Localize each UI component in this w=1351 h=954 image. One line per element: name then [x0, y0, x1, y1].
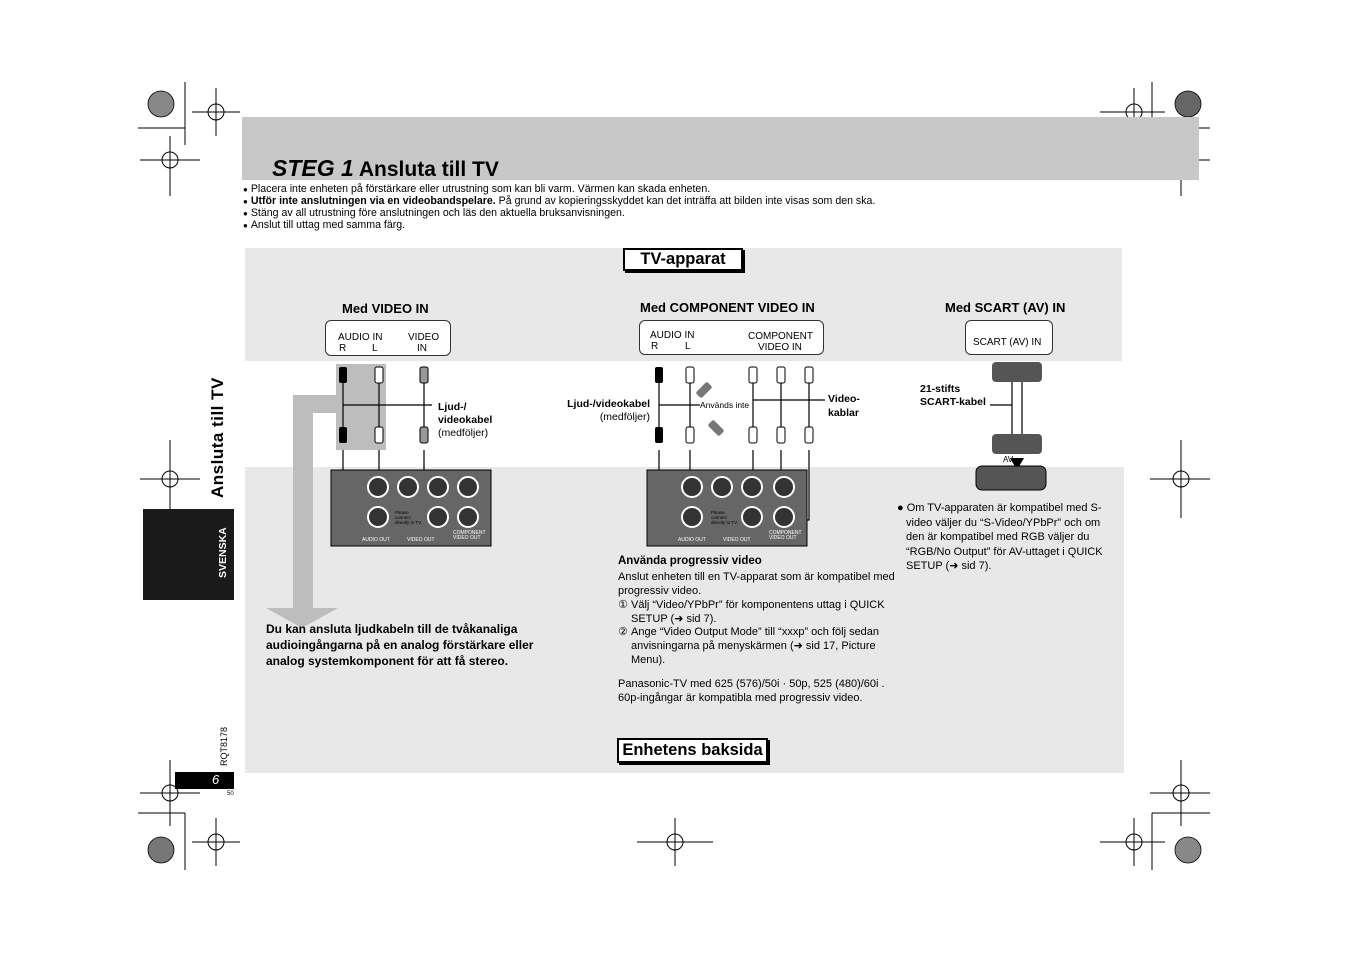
scart-note: ● Om TV-apparaten är kompatibel med S-video väljer du “S-Video/YPbPr” och om den är kompatibel med RGB väljer du “RGB/No Output” för AV-uttaget i QUICK SETUP (➜ sid 7).	[897, 502, 1103, 572]
doc-code: RQT8178	[219, 726, 229, 766]
note-item: ● Anslut till uttag med samma färg.	[243, 219, 405, 231]
page-title: STEG 1 Ansluta till TV	[272, 155, 499, 181]
page-number: 6	[212, 772, 220, 787]
audio-out-label: AUDIO OUT	[678, 537, 706, 543]
video-out-label: VIDEO OUT	[723, 537, 751, 543]
component-heading: Med COMPONENT VIDEO IN	[640, 300, 815, 315]
audio-out-label: AUDIO OUT	[362, 537, 390, 543]
note-item: ● Placera inte enheten på förstärkare eller utrustning som kan bli varm. Värmen kan skada enheten.	[243, 183, 710, 195]
av-cable-label: Ljud-/ videokabel (medföljer)	[438, 401, 493, 439]
progressive-intro: Anslut enheten till en TV-apparat som är kompatibel med progressiv video.	[618, 571, 895, 597]
language-tab-label: SVENSKA	[217, 527, 229, 578]
video-in-heading: Med VIDEO IN	[342, 301, 429, 316]
component-out-label: COMPONENT VIDEO OUT	[769, 530, 802, 541]
scart-cable-label: 21-stifts SCART-kabel	[920, 383, 986, 408]
note-item: ● Utför inte anslutningen via en videobandspelare. På grund av kopieringsskyddet kan det inträffa att bilden inte visas som den ska.	[243, 195, 875, 207]
scart-jack: SCART (AV) IN	[965, 320, 1053, 355]
av-cable-label-component: Ljud-/videokabel (medföljer)	[567, 398, 650, 423]
progressive-step-2: ② Ange “Video Output Mode” till “xxxp” och följ sedan anvisningarna på menyskärmen (➜ sid 17, Picture Menu).	[618, 626, 880, 666]
unused-label: Används inte	[700, 400, 750, 410]
rear-label: Enhetens baksida	[617, 738, 768, 763]
tv-label: TV-apparat	[623, 248, 743, 271]
progressive-step-1: ① Välj “Video/YPbPr” för komponentens uttag i QUICK SETUP (➜ sid 7).	[618, 599, 885, 625]
video-in-jacks: AUDIO IN R L VIDEO IN	[325, 320, 451, 356]
video-cables-label: Video- kablar	[828, 393, 860, 419]
progressive-footer: Panasonic-TV med 625 (576)/50i · 50p, 525 (480)/60i . 60p-ingångar är kompatibla med progressiv video.	[618, 678, 885, 704]
component-out-label: COMPONENT VIDEO OUT	[453, 530, 486, 541]
side-title: Ansluta till TV	[208, 377, 227, 498]
progressive-heading: Använda progressiv video	[618, 555, 762, 567]
tiny-code: 50	[227, 791, 234, 797]
component-jacks: AUDIO IN R L COMPONENT VIDEO IN	[639, 320, 824, 355]
av-label: AV	[1003, 455, 1014, 464]
scart-heading: Med SCART (AV) IN	[945, 300, 1066, 315]
please-connect-label: Please connect directly to TV.	[395, 510, 423, 525]
note-item: ● Stäng av all utrustning före anslutningen och läs den aktuella bruksanvisningen.	[243, 207, 625, 219]
please-connect-label: Please connect directly to TV.	[711, 510, 739, 525]
stereo-note: Du kan ansluta ljudkabeln till de tvåkanaliga audioingångarna på en analog förstärkare eller analog systemkomponent för att få stereo.	[266, 622, 534, 668]
video-out-label: VIDEO OUT	[407, 537, 435, 543]
